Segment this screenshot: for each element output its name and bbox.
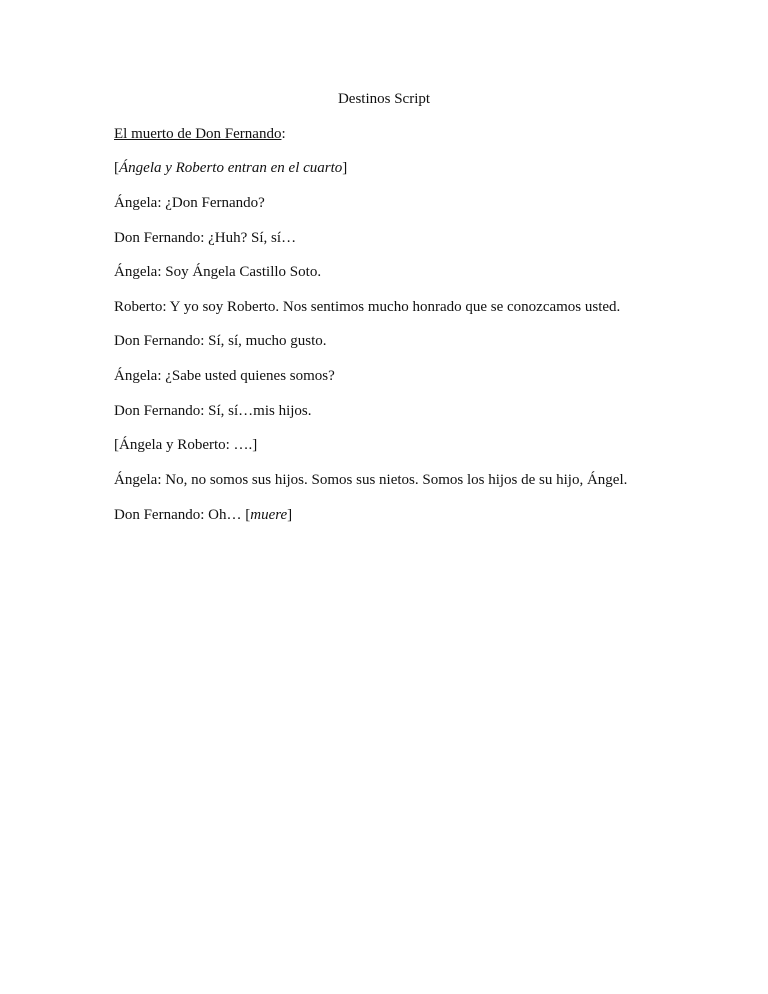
stage-direction-line: [Ángela y Roberto: ….]	[114, 437, 258, 453]
scene-heading-line	[114, 124, 286, 144]
dialogue-line: Ángela: ¿Don Fernando?	[114, 195, 265, 211]
dialogue-line: Roberto: Y yo soy Roberto. Nos sentimos mucho honrado que se conozcamos usted.	[114, 299, 621, 315]
stage-direction	[114, 158, 347, 178]
dialogue-line: Don Fernando: ¿Huh? Sí, sí…	[114, 230, 297, 246]
dialogue-line: Don Fernando: Sí, sí, mucho gusto.	[114, 333, 327, 349]
document-title: Destinos Script	[337, 91, 431, 107]
bracket-close: ]	[342, 160, 348, 176]
stage-direction-text: Ángela y Roberto entran en el cuarto	[119, 160, 343, 176]
final-line-close: ]	[287, 507, 293, 523]
final-line-italic: muere	[250, 507, 288, 523]
dialogue-line: Ángela: ¿Sabe usted quienes somos?	[114, 368, 335, 384]
dialogue-line: Ángela: No, no somos sus hijos. Somos sus nietos. Somos los hijos de su hijo, Ángel.	[114, 472, 628, 488]
dialogue-line: Don Fernando: Sí, sí…mis hijos.	[114, 403, 312, 419]
final-dialogue-line	[114, 505, 292, 525]
bracket-open: [	[114, 160, 119, 176]
final-line-text: Don Fernando: Oh… [	[114, 507, 251, 523]
scene-heading: El muerto de Don Fernando	[114, 126, 282, 142]
dialogue-line: Ángela: Soy Ángela Castillo Soto.	[114, 264, 322, 280]
scene-heading-colon: :	[281, 126, 286, 142]
